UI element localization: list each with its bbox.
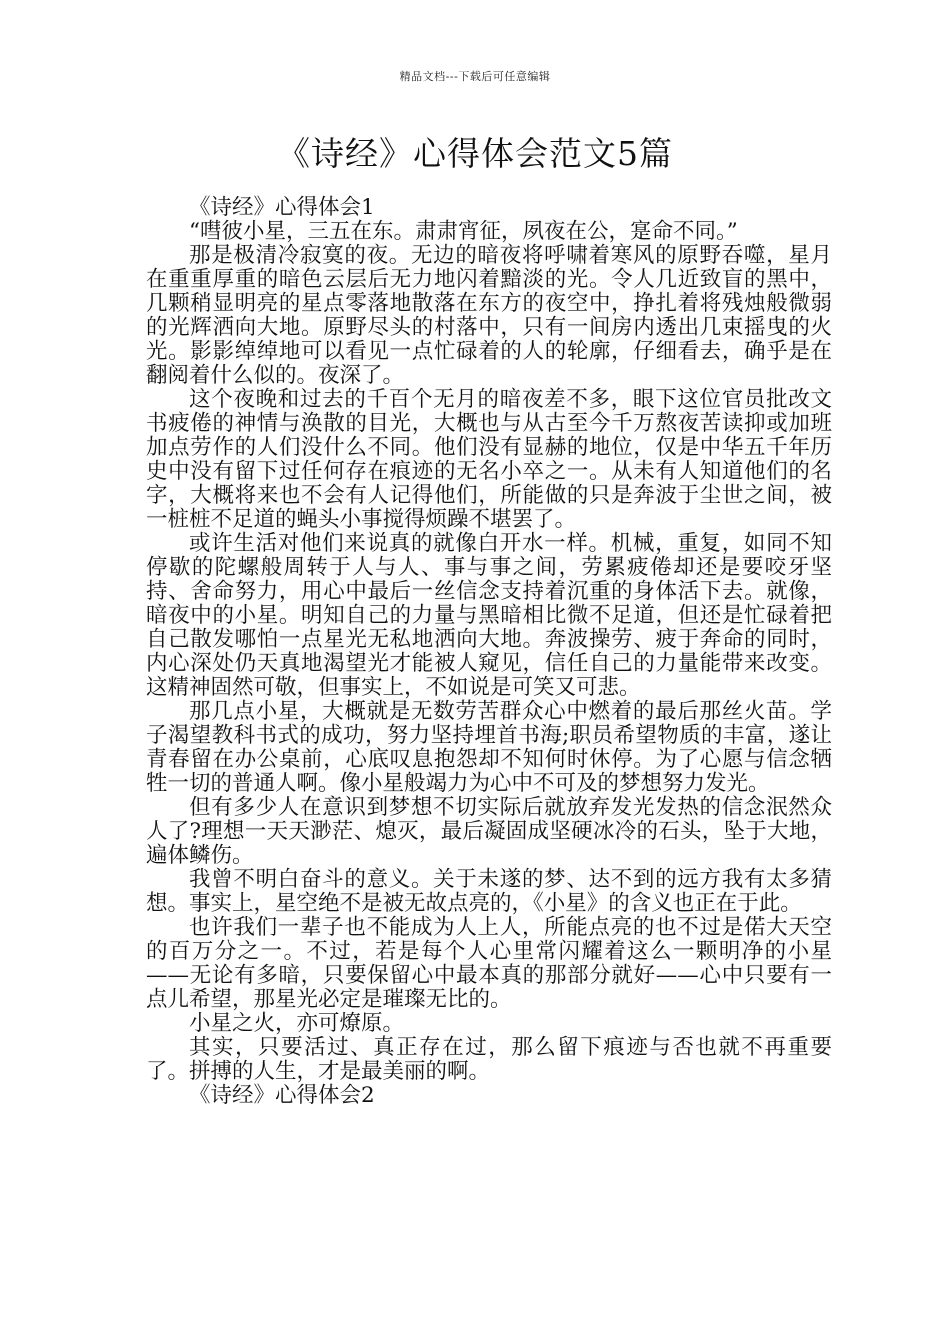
body-paragraph: 或许生活对他们来说真的就像白开水一样。机械，重复，如同不知停歇的陀螺般周转于人与人、事与事之间，劳累疲倦却还是要咬牙坚持、舍命努力，用心中最后一丝信念支持着沉重的身体活下去。就像，暗夜中的小星。明知自己的力量与黑暗相比微不足道，但还是忙碌着把自己散发哪怕一点星光无私地洒向大地。奔波操劳、疲于奔命的同时，内心深处仍天真地渴望光才能被人窥见，信任自己的力量能带来改变。这精神固然可敬，但事实上，不如说是可笑又可悲。 xyxy=(146,531,832,700)
body-paragraph: 小星之火，亦可燎原。 xyxy=(189,1011,405,1036)
body-paragraph: 也许我们一辈子也不能成为人上人，所能点亮的也不过是偌大天空的百万分之一。不过，若是每个人心里常闪耀着这么一颗明净的小星——无论有多暗，只要保留心中最本真的那部分就好——心中只要有一点儿希望，那星光必定是璀璨无比的。 xyxy=(146,915,832,1012)
poem-quote: “嘒彼小星，三五在东。肃肃宵征，夙夜在公，寔命不同。” xyxy=(189,219,738,244)
body-paragraph: 我曾不明白奋斗的意义。关于未遂的梦、达不到的远方我有太多猜想。事实上，星空绝不是被无故点亮的，《小星》的含义也正在于此。 xyxy=(146,867,832,916)
document-title: 《诗经》心得体会范文5篇 xyxy=(277,134,673,173)
body-paragraph: 但有多少人在意识到梦想不切实际后就放弃发光发热的信念泯然众人了?理想一天天渺茫、熄灭，最后凝固成坚硬冰冷的石头，坠于大地，遍体鳞伤。 xyxy=(146,795,832,868)
section-heading-2: 《诗经》心得体会2 xyxy=(189,1083,375,1108)
body-paragraph: 那是极清冷寂寞的夜。无边的暗夜将呼啸着寒风的原野吞噬，星月在重重厚重的暗色云层后无力地闪着黯淡的光。令人几近致盲的黑中，几颗稍显明亮的星点零落地散落在东方的夜空中，挣扎着将残烛般微弱的光辉洒向大地。原野尽头的村落中，只有一间房内透出几束摇曳的火光。影影绰绰地可以看见一点忙碌着的人的轮廓，仔细看去，确乎是在翻阅着什么似的。夜深了。 xyxy=(146,243,832,388)
document-body xyxy=(146,196,832,1108)
body-paragraph: 这个夜晚和过去的千百个无月的暗夜差不多，眼下这位官员批改文书疲倦的神情与涣散的目光，大概也与从古至今千万熬夜苦读抑或加班加点劳作的人们没什么不同。他们没有显赫的地位，仅是中华五千年历史中没有留下过任何存在痕迹的无名小卒之一。从未有人知道他们的名字，大概将来也不会有人记得他们，所能做的只是奔波于尘世之间，被一桩桩不足道的蝇头小事搅得烦躁不堪罢了。 xyxy=(146,387,832,532)
header-note: 精品文档---下载后可任意编辑 xyxy=(399,70,551,83)
body-paragraph: 那几点小星，大概就是无数劳苦群众心中燃着的最后那丝火苗。学子渴望教科书式的成功，努力坚持埋首书海;职员希望物质的丰富，遂让青春留在办公桌前，心底叹息抱怨却不知何时休停。为了心愿与信念牺牲一切的普通人啊。像小星般竭力为心中不可及的梦想努力发光。 xyxy=(146,699,832,796)
section-heading-1: 《诗经》心得体会1 xyxy=(189,195,375,220)
body-paragraph: 其实，只要活过、真正存在过，那么留下痕迹与否也就不再重要了。拼搏的人生，才是最美丽的啊。 xyxy=(146,1035,832,1084)
